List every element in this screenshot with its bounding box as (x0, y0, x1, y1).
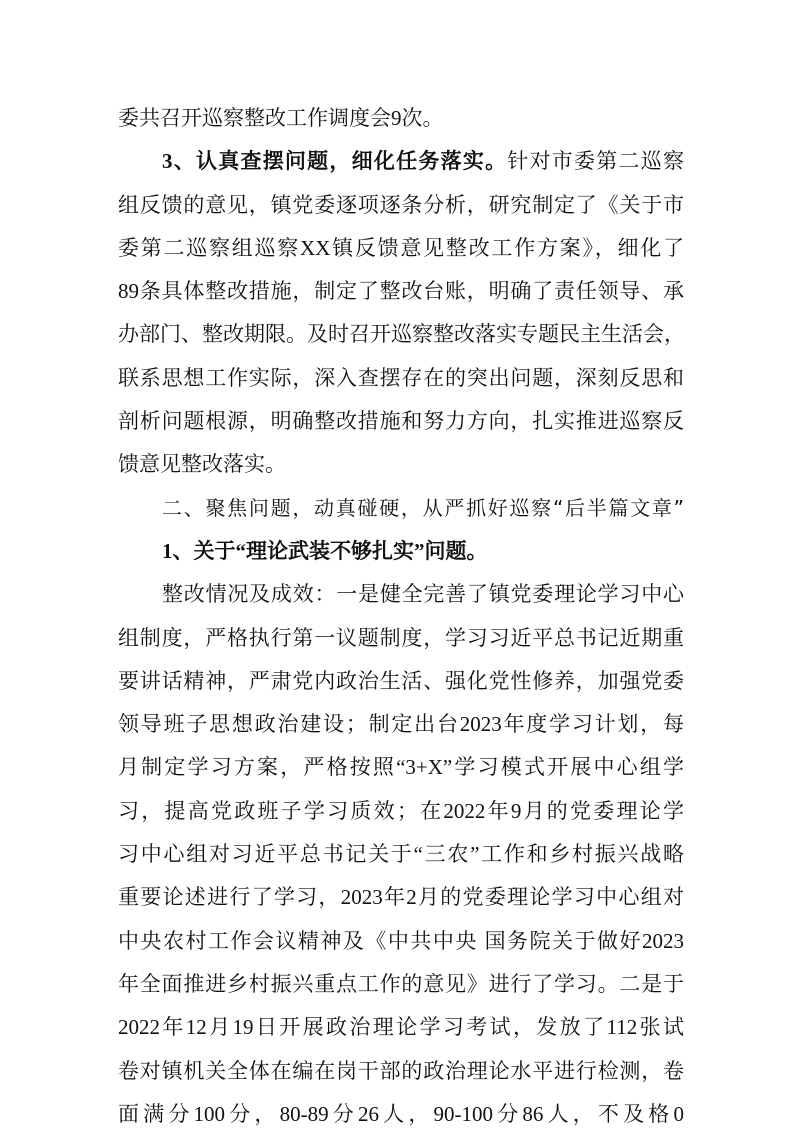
item-3-text: 针对市委第二巡察 (507, 149, 685, 174)
body-text-line: 组制度，严格执行第一议题制度，学习习近平总书记近期重 (118, 625, 684, 650)
body-text-line: 整改情况及成效：一是健全完善了镇党委理论学习中心 (162, 582, 684, 607)
body-text-line: 卷对镇机关全体在编在岗干部的政治理论水平进行检测，卷 (118, 1058, 684, 1083)
body-text-line: 办部门、整改期限。及时召开巡察整改落实专题民主生活会， (118, 322, 685, 347)
body-text-line: 重要论述进行了学习，2023年2月的党委理论学习中心组对 (118, 885, 684, 910)
body-text-line: 馈意见整改落实。 (118, 452, 286, 477)
body-text-line: 要讲话精神，严肃党内政治生活、强化党性修养，加强党委 (118, 668, 684, 693)
body-text-line: 2022年12月19日开展政治理论学习考试，发放了112张试 (118, 1015, 684, 1040)
paragraph-item-3 (118, 140, 684, 183)
body-text-line: 联系思想工作实际，深入查摆存在的突出问题，深刻反思和 (118, 365, 684, 390)
body-text-line: 面满分100分，80-89分26人，90-100分86人，不及格0 (118, 1101, 684, 1126)
section-heading: 二、聚焦问题，动真碰硬，从严抓好巡察“后半篇文章” (162, 495, 684, 520)
document-page (118, 97, 684, 1136)
body-text-line: 委第二巡察组巡察XX镇反馈意见整改工作方案》，细化了 (118, 235, 684, 260)
body-text-line: 中央农村工作会议精神及《中共中央 国务院关于做好2023 (118, 928, 684, 953)
item-3-title: 3、认真查摆问题，细化任务落实。 (162, 149, 508, 174)
body-text-line: 89条具体整改措施，制定了整改台账，明确了责任领导、承 (118, 279, 684, 304)
body-text-line: 年全面推进乡村振兴重点工作的意见》进行了学习。二是于 (118, 971, 684, 996)
body-text-line: 月制定学习方案，严格按照“3+X”学习模式开展中心组学 (118, 755, 684, 780)
body-text-line: 领导班子思想政治建设；制定出台2023年度学习计划，每 (118, 712, 684, 737)
body-text-line: 习，提高党政班子学习质效；在2022年9月的党委理论学 (118, 798, 684, 823)
body-text-line: 剖析问题根源，明确整改措施和努力方向，扎实推进巡察反 (118, 409, 684, 434)
body-text-line: 组反馈的意见，镇党委逐项逐条分析，研究制定了《关于市 (118, 192, 684, 217)
subheading: 1、关于“理论武装不够扎实”问题。 (162, 538, 488, 563)
body-text-line: 习中心组对习近平总书记关于“三农”工作和乡村振兴战略 (118, 842, 684, 867)
body-text-line: 委共召开巡察整改工作调度会9次。 (118, 106, 444, 130)
